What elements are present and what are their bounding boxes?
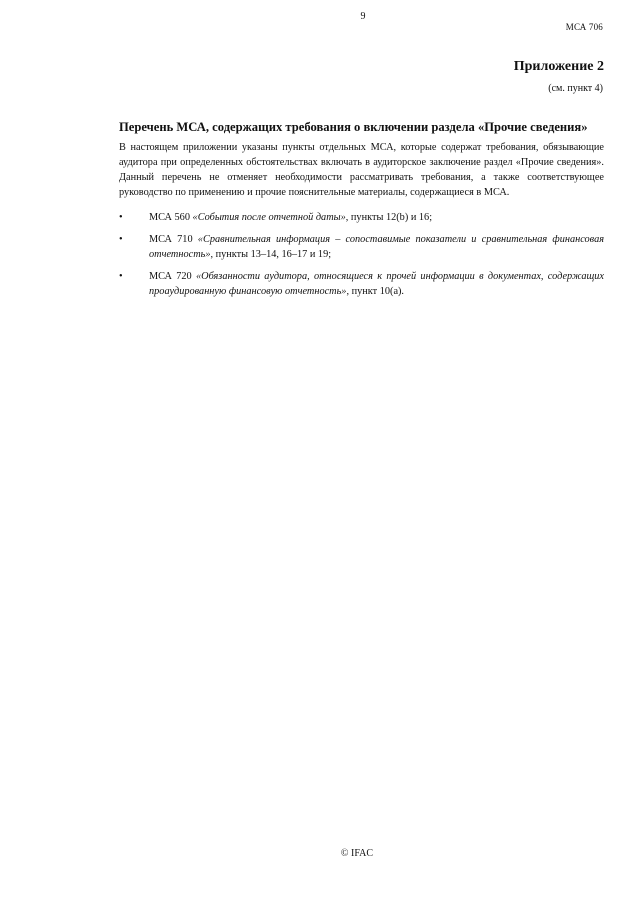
isa-title: «События после отчетной даты»	[192, 212, 346, 223]
isa-title: «Обязанности аудитора, относящиеся к прочей информации в документах, содержащих проаудированную финансовую отчетность»	[149, 271, 604, 297]
bullet-icon: •	[119, 212, 123, 223]
isa-paragraphs: , пункты 12(b) и 16;	[345, 212, 433, 223]
footer-copyright: © IFAC	[340, 848, 374, 859]
isa-paragraphs: , пункт 10(a).	[346, 286, 405, 297]
isa-code: МСА 560	[149, 212, 193, 223]
page-number: 9	[360, 11, 366, 22]
bullet-icon: •	[119, 234, 123, 245]
running-head: МСА 706	[565, 22, 603, 32]
isa-code: МСА 720	[149, 271, 197, 282]
section-heading: Перечень МСА, содержащих требования о включении раздела «Прочие сведения»	[119, 120, 588, 134]
bullet-icon: •	[119, 271, 123, 282]
appendix-reference: (см. пункт 4)	[548, 83, 603, 94]
isa-code: МСА 710	[149, 234, 198, 245]
list-item-isa-710	[119, 232, 604, 262]
isa-title: «Сравнительная информация – сопоставимые показатели и сравнительная финансовая отчетность»	[149, 234, 605, 260]
isa-paragraphs: , пункты 13–14, 16–17 и 19;	[210, 249, 332, 260]
list-item-isa-560	[119, 210, 604, 225]
intro-paragraph: В настоящем приложении указаны пункты отдельных МСА, которые содержат требования, обязывающие аудитора при определенных обстоятельствах включать в аудиторское заключение раздел «Прочие сведения». Данный перечень не отменяет необходимости рассматривать требования, а также соответствующее руководство по применению и прочие пояснительные материалы, содержащиеся в МСА.	[119, 142, 604, 198]
isa-list	[119, 210, 604, 306]
appendix-title: Приложение 2	[513, 59, 604, 74]
list-item-isa-720	[119, 269, 604, 299]
